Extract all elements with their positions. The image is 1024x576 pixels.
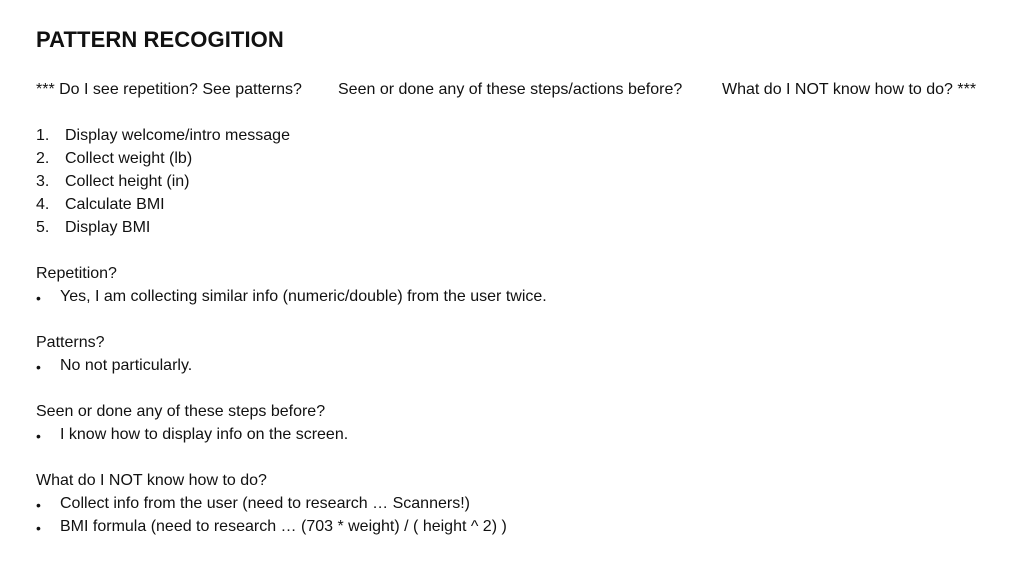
step-text: Collect weight (lb) [65,150,193,167]
intro-part-2: Seen or done any of these steps/actions before? [338,81,683,98]
bullet-glyph: • [36,359,41,375]
section-heading-unknowns: What do I NOT know how to do? [36,472,267,489]
intro-part-1: *** Do I see repetition? See patterns? [36,81,302,98]
slide-title: PATTERN RECOGITION [36,27,284,52]
bullet-text: BMI formula (need to research … (703 * weight) / ( height ^ 2) ) [60,518,507,535]
section-heading-repetition: Repetition? [36,265,117,282]
step-text: Display BMI [65,219,151,236]
step-text: Collect height (in) [65,173,190,190]
step-text: Display welcome/intro message [65,127,290,144]
bullet-text: Yes, I am collecting similar info (numeric/double) from the user twice. [60,288,547,305]
step-number: 1. [36,127,50,144]
intro-part-3: What do I NOT know how to do? *** [722,81,977,98]
bullet-text: No not particularly. [60,357,193,374]
bullet-glyph: • [36,497,41,513]
bullet-glyph: • [36,520,41,536]
bullet-text: Collect info from the user (need to research … Scanners!) [60,495,470,512]
bullet-glyph: • [36,428,41,444]
step-number: 4. [36,196,50,213]
section-heading-patterns: Patterns? [36,334,105,351]
step-number: 2. [36,150,50,167]
bullet-text: I know how to display info on the screen. [60,426,349,443]
section-heading-seen-before: Seen or done any of these steps before? [36,403,326,420]
step-number: 5. [36,219,50,236]
step-text: Calculate BMI [65,196,165,213]
step-number: 3. [36,173,50,190]
bullet-glyph: • [36,290,41,306]
